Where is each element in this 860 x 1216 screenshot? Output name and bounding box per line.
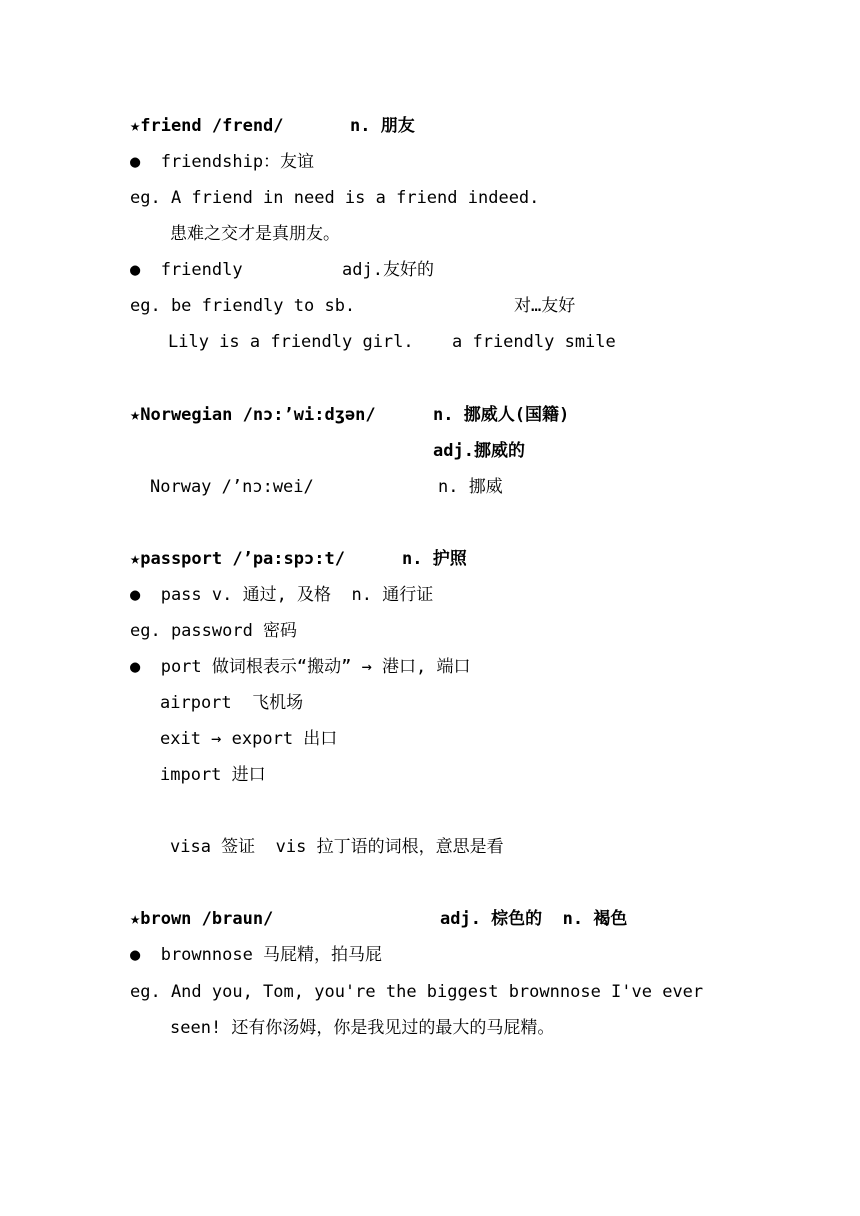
entry-friend-header bbox=[0, 115, 415, 137]
example-friend-1: eg. A friend in need is a friend indeed. bbox=[130, 188, 540, 208]
headword-norwegian: ★Norwegian /nɔ:’wi:dʒən/ bbox=[130, 405, 376, 425]
example-friend-2: eg. be friendly to sb. 对…友好 bbox=[130, 296, 576, 316]
derivative-port: ● port 做词根表示“搬动” → 港口, 端口 bbox=[130, 657, 471, 677]
pos-passport: n. 护照 bbox=[402, 549, 467, 569]
entry-norwegian-header bbox=[0, 404, 570, 426]
related-norway: Norway /’nɔ:wei/ n. 挪威 bbox=[150, 477, 503, 497]
headword-passport: ★passport /’pa:spɔ:t/ bbox=[130, 549, 345, 569]
sub-import: import 进口 bbox=[160, 765, 266, 785]
headword-friend: ★friend /frend/ bbox=[130, 116, 284, 136]
sub-airport: airport 飞机场 bbox=[160, 693, 304, 713]
example-brownnose-continued: seen! 还有你汤姆，你是我见过的最大的马屁精。 bbox=[170, 1018, 555, 1038]
entry-brown-header bbox=[0, 908, 628, 930]
example-friend-3: Lily is a friendly girl. a friendly smile bbox=[168, 332, 616, 352]
pos-norwegian-adj-line: adj.挪威的 bbox=[433, 441, 525, 461]
pos-friend: n. 朋友 bbox=[350, 116, 415, 136]
pos-norwegian-noun: n. 挪威人(国籍) bbox=[433, 405, 570, 425]
headword-brown: ★brown /braun/ bbox=[130, 909, 274, 929]
derivative-pass: ● pass v. 通过, 及格 n. 通行证 bbox=[130, 585, 434, 605]
example-password: eg. password 密码 bbox=[130, 621, 298, 641]
entry-passport-header bbox=[0, 548, 467, 570]
pos-brown: adj. 棕色的 n. 褐色 bbox=[440, 909, 628, 929]
derivative-friendly: ● friendly adj.友好的 bbox=[130, 260, 434, 280]
derivative-friendship: ● friendship：友谊 bbox=[130, 152, 315, 172]
note-visa: visa 签证 vis 拉丁语的词根，意思是看 bbox=[170, 837, 504, 857]
example-brownnose: eg. And you, Tom, you're the biggest brownnose I've ever bbox=[130, 982, 704, 1002]
sub-export: exit → export 出口 bbox=[160, 729, 338, 749]
example-friend-1-translation: 患难之交才是真朋友。 bbox=[170, 224, 340, 244]
derivative-brownnose: ● brownnose 马屁精，拍马屁 bbox=[130, 945, 383, 965]
